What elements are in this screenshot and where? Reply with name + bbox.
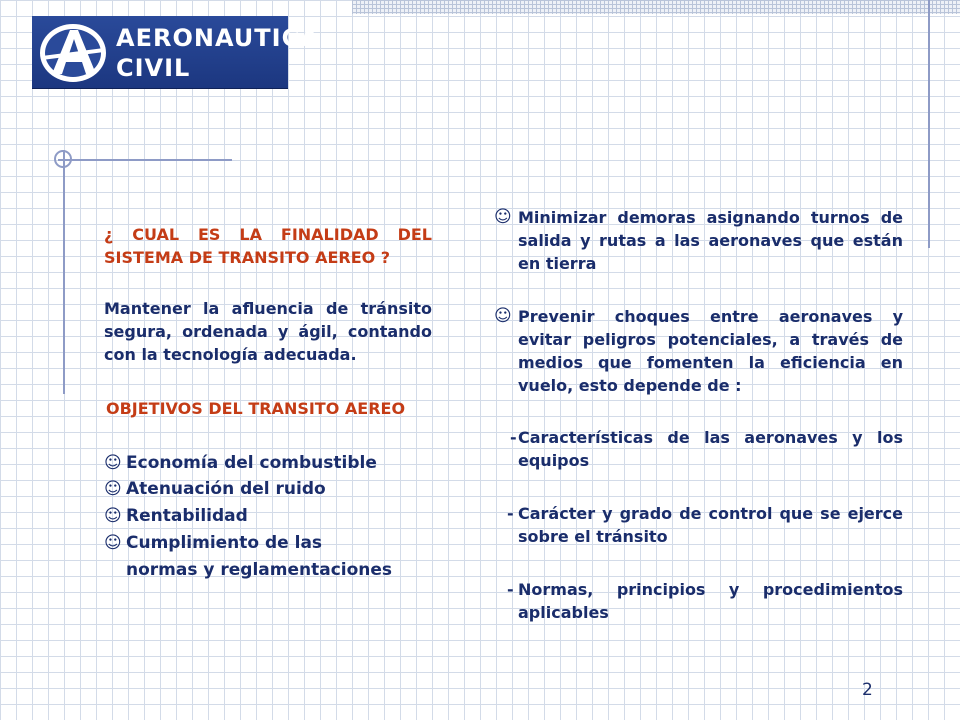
- bullet-item: Minimizar demoras asignando turnos de salida y rutas a las aeronaves que están en tierra: [518, 208, 903, 273]
- objective-item-continuation: normas y reglamentaciones: [126, 560, 393, 580]
- logo-text-line2: CIVIL: [116, 54, 191, 82]
- dash-item: Características de las aeronaves y los equipos: [518, 428, 903, 470]
- purpose-answer: Mantener la afluencia de tránsito segura, ordenada y ágil, contando con la tecnología adecuada.: [104, 299, 432, 364]
- logo-text-line1: AERONAUTICA: [116, 24, 320, 52]
- bullet-item: Prevenir choques entre aeronaves y evitar peligros potenciales, a través de medios que fomenten la eficiencia en vuelo, esto depende de :: [518, 307, 903, 395]
- objective-item: Atenuación del ruido: [126, 479, 326, 499]
- decorative-horizontal-line: [58, 159, 232, 161]
- objectives-title: OBJETIVOS DEL TRANSITO AEREO: [106, 399, 406, 418]
- smiley-icon: ☺: [104, 479, 122, 499]
- objective-item: Economía del combustible: [126, 453, 377, 473]
- smiley-icon: ☺: [494, 306, 512, 326]
- objective-item: Cumplimiento de las: [126, 533, 323, 553]
- question-heading: ¿ CUAL ES LA FINALIDAD DEL SISTEMA DE TRANSITO AEREO ?: [104, 225, 432, 267]
- smiley-icon: ☺: [104, 533, 122, 553]
- dash-marker: -: [507, 580, 514, 599]
- right-divider-line: [928, 0, 930, 248]
- page-number: 2: [862, 680, 873, 700]
- smiley-icon: ☺: [494, 207, 512, 227]
- smiley-icon: ☺: [104, 453, 122, 473]
- aeronautica-civil-logo: [32, 16, 320, 89]
- dash-item: Carácter y grado de control que se ejerce sobre el tránsito: [518, 504, 903, 546]
- top-pattern-band: [352, 0, 960, 14]
- decorative-vertical-line: [63, 150, 65, 394]
- smiley-icon: ☺: [104, 506, 122, 526]
- dash-marker: -: [507, 504, 514, 523]
- dash-marker: -: [510, 428, 517, 447]
- objective-item: Rentabilidad: [126, 506, 248, 526]
- decorative-circle: [54, 150, 72, 168]
- logo-a-icon: [38, 22, 108, 84]
- dash-item: Normas, principios y procedimientos aplicables: [518, 580, 903, 622]
